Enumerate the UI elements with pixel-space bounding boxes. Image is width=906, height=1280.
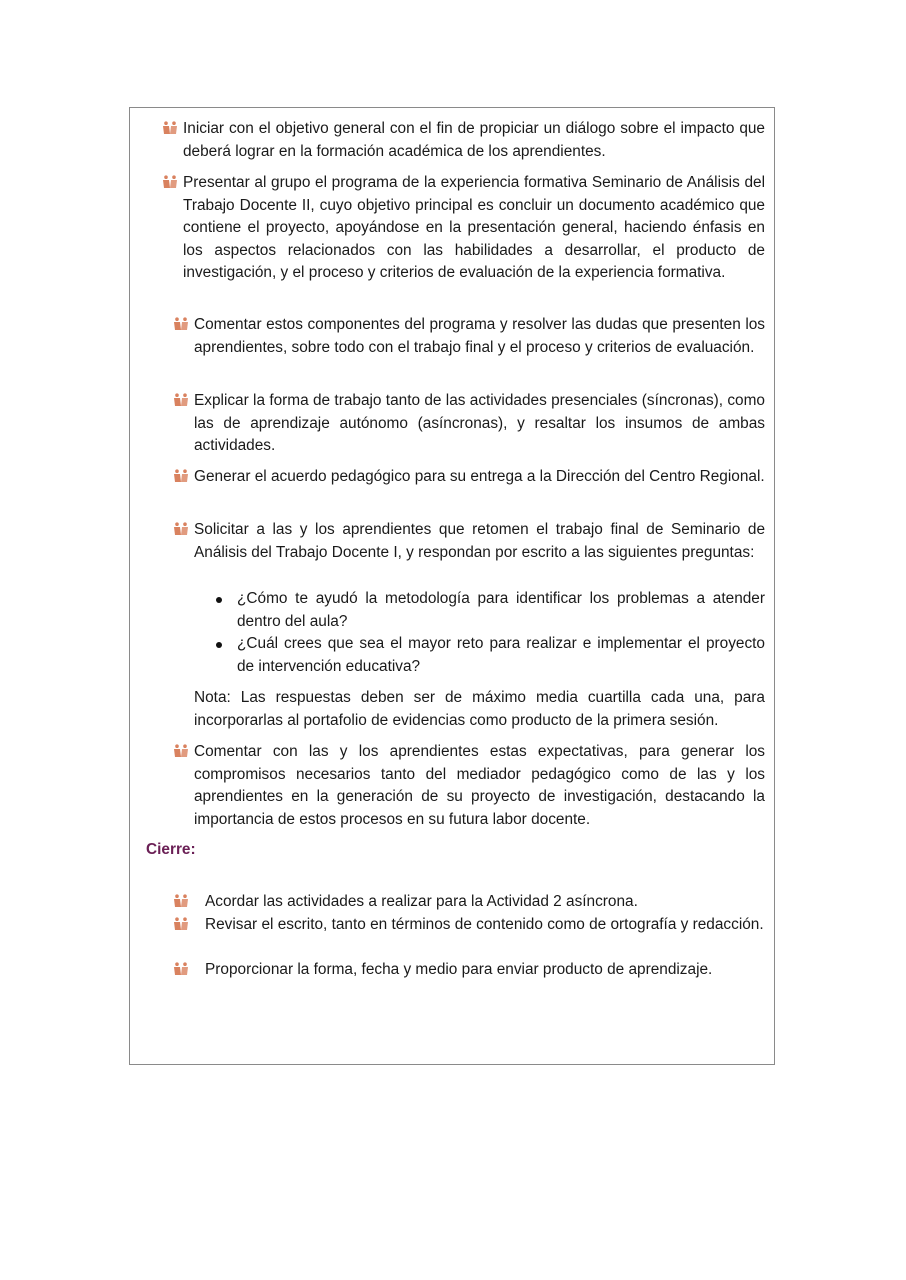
closing-heading: Cierre: — [146, 841, 196, 858]
reading-figures-icon — [173, 917, 189, 931]
question-item: ¿Cuál crees que sea el mayor reto para realizar e implementar el proyecto de intervención educativa? — [237, 635, 765, 675]
reading-figures-icon — [173, 317, 189, 331]
reading-figures-icon — [162, 175, 178, 189]
sub-item-expectations: Comentar con las y los aprendientes estas expectativas, para generar los compromisos necesarios tanto del mediador pedagógico como de las y los aprendientes en la generación de su proyecto de investigación, destacando la importancia de estos procesos en su futura labor docente. — [194, 743, 765, 828]
reading-figures-icon — [173, 522, 189, 536]
note-text: Nota: Las respuestas deben ser de máximo media cuartilla cada una, para incorporarlas al portafolio de evidencias como producto de la primera sesión. — [194, 689, 765, 729]
main-item-program: Presentar al grupo el programa de la experiencia formativa Seminario de Análisis del Trabajo Docente II, cuyo objetivo principal es concluir un documento académico que contiene el proyecto, apoyándose en la presentación general, haciendo énfasis en los aspectos relacionados con las habilidades a desarrollar, el producto de investigación, y el proceso y criterios de evaluación de la experiencia formativa. — [183, 174, 765, 281]
bullet-dot — [216, 597, 222, 603]
bullet-dot — [216, 642, 222, 648]
reading-figures-icon — [173, 894, 189, 908]
reading-figures-icon — [173, 469, 189, 483]
sub-item-work-form: Explicar la forma de trabajo tanto de las actividades presenciales (síncronas), como las de aprendizaje autónomo (asíncronas), y resaltar los insumos de ambas actividades. — [194, 392, 765, 454]
reading-figures-icon — [173, 962, 189, 976]
reading-figures-icon — [162, 121, 178, 135]
reading-figures-icon — [173, 744, 189, 758]
reading-figures-icon — [173, 393, 189, 407]
sub-item-components: Comentar estos componentes del programa y resolver las dudas que presenten los aprendientes, sobre todo con el trabajo final y el proceso y criterios de evaluación. — [194, 316, 765, 356]
question-item: ¿Cómo te ayudó la metodología para identificar los problemas a atender dentro del aula? — [237, 590, 765, 630]
sub-item-agreement: Generar el acuerdo pedagógico para su entrega a la Dirección del Centro Regional. — [194, 468, 765, 485]
closing-item: Acordar las actividades a realizar para la Actividad 2 asíncrona. — [205, 893, 638, 910]
closing-item: Revisar el escrito, tanto en términos de contenido como de ortografía y redacción. — [205, 916, 764, 933]
main-item-objective: Iniciar con el objetivo general con el fin de propiciar un diálogo sobre el impacto que deberá lograr en la formación académica de los aprendientes. — [183, 120, 765, 160]
sub-item-request: Solicitar a las y los aprendientes que retomen el trabajo final de Seminario de Análisis del Trabajo Docente I, y respondan por escrito a las siguientes preguntas: — [194, 521, 765, 561]
closing-item: Proporcionar la forma, fecha y medio para enviar producto de aprendizaje. — [205, 961, 713, 978]
